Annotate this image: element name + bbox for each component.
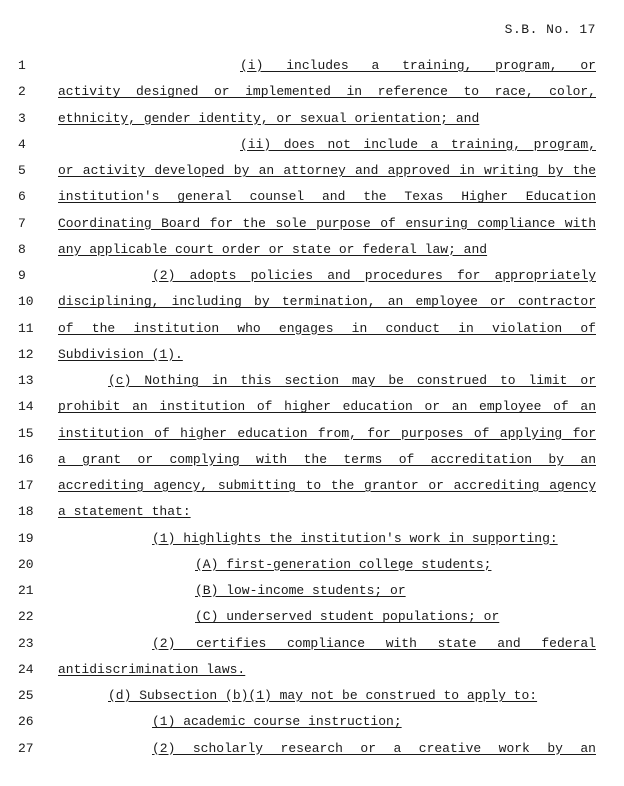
document-line xyxy=(0,319,624,345)
document-line xyxy=(0,502,624,528)
document-line xyxy=(0,345,624,371)
line-number: 20 xyxy=(18,556,34,572)
line-text: prohibit an institution of higher education or an employee of an xyxy=(58,399,596,415)
document-line xyxy=(0,424,624,450)
line-number: 2 xyxy=(18,84,26,100)
document-line xyxy=(0,529,624,555)
line-number: 1 xyxy=(18,58,26,73)
line-text: (c) Nothing in this section may be construed to limit or xyxy=(108,373,596,388)
line-number: 8 xyxy=(18,241,26,257)
line-text: ethnicity, gender identity, or sexual orientation; and xyxy=(58,110,480,126)
document-line xyxy=(0,607,624,633)
document-body xyxy=(0,56,624,765)
document-line xyxy=(0,686,624,712)
line-text: a grant or complying with the terms of accreditation by an xyxy=(58,451,596,467)
line-number: 6 xyxy=(18,189,26,205)
line-number: 16 xyxy=(18,451,34,467)
document-line xyxy=(0,739,624,765)
line-text: or activity developed by an attorney and approved in writing by the xyxy=(58,163,596,178)
line-number: 12 xyxy=(18,346,34,362)
document-line xyxy=(0,109,624,135)
line-number: 27 xyxy=(18,740,34,756)
line-text: (d) Subsection (b)(1) may not be construed to apply to: xyxy=(108,688,538,703)
document-line xyxy=(0,214,624,240)
line-text: (C) underserved student populations; or xyxy=(195,609,500,625)
line-text: of the institution who engages in conduct in violation of xyxy=(58,320,596,336)
line-text: (1) highlights the institution's work in supporting: xyxy=(152,530,558,546)
line-text: (1) academic course instruction; xyxy=(152,714,402,730)
document-line xyxy=(0,397,624,423)
document-line xyxy=(0,660,624,686)
document-line xyxy=(0,476,624,502)
document-line xyxy=(0,56,624,82)
document-line xyxy=(0,161,624,187)
line-number: 15 xyxy=(18,425,34,441)
line-number: 21 xyxy=(18,583,34,598)
line-number: 4 xyxy=(18,136,26,152)
line-number: 5 xyxy=(18,163,26,178)
line-text: antidiscrimination laws. xyxy=(58,661,246,677)
line-text: (2) adopts policies and procedures for appropriately xyxy=(152,268,596,283)
line-number: 13 xyxy=(18,373,34,388)
document-line xyxy=(0,266,624,292)
line-text: activity designed or implemented in reference to race, color, xyxy=(58,84,596,100)
line-text: a statement that: xyxy=(58,504,191,520)
line-text: (B) low-income students; or xyxy=(195,583,406,598)
line-number: 11 xyxy=(18,320,34,336)
line-number: 17 xyxy=(18,478,34,493)
line-number: 18 xyxy=(18,504,34,520)
line-text: disciplining, including by termination, an employee or contractor xyxy=(58,294,596,310)
line-text: accrediting agency, submitting to the grantor or accrediting agency xyxy=(58,478,596,493)
document-line xyxy=(0,634,624,660)
document-line xyxy=(0,135,624,161)
line-text: institution's general counsel and the Texas Higher Education xyxy=(58,189,596,205)
document-line xyxy=(0,555,624,581)
line-number: 25 xyxy=(18,688,34,703)
line-number: 3 xyxy=(18,110,26,126)
line-number: 10 xyxy=(18,294,34,310)
document-line xyxy=(0,240,624,266)
line-text: (i) includes a training, program, or xyxy=(240,58,596,73)
line-number: 22 xyxy=(18,609,34,625)
line-text: institution of higher education from, for purposes of applying for xyxy=(58,425,596,441)
document-line xyxy=(0,371,624,397)
bill-number: S.B. No. 17 xyxy=(504,22,596,37)
line-number: 9 xyxy=(18,268,26,283)
document-line xyxy=(0,712,624,738)
line-text: (2) scholarly research or a creative work by an xyxy=(152,740,596,756)
document-line xyxy=(0,292,624,318)
line-number: 14 xyxy=(18,399,34,415)
line-text: Subdivision (1). xyxy=(58,346,183,362)
document-line xyxy=(0,450,624,476)
line-number: 7 xyxy=(18,215,26,231)
line-text: (2) certifies compliance with state and federal xyxy=(152,635,596,651)
document-line xyxy=(0,581,624,607)
line-text: (ii) does not include a training, program, xyxy=(240,136,596,152)
document-line xyxy=(0,82,624,108)
line-number: 24 xyxy=(18,661,34,677)
line-text: Coordinating Board for the sole purpose of ensuring compliance with xyxy=(58,215,596,231)
line-text: (A) first-generation college students; xyxy=(195,556,492,572)
line-number: 23 xyxy=(18,635,34,651)
line-text: any applicable court order or state or federal law; and xyxy=(58,241,488,257)
document-line xyxy=(0,187,624,213)
line-number: 19 xyxy=(18,530,34,546)
line-number: 26 xyxy=(18,714,34,730)
